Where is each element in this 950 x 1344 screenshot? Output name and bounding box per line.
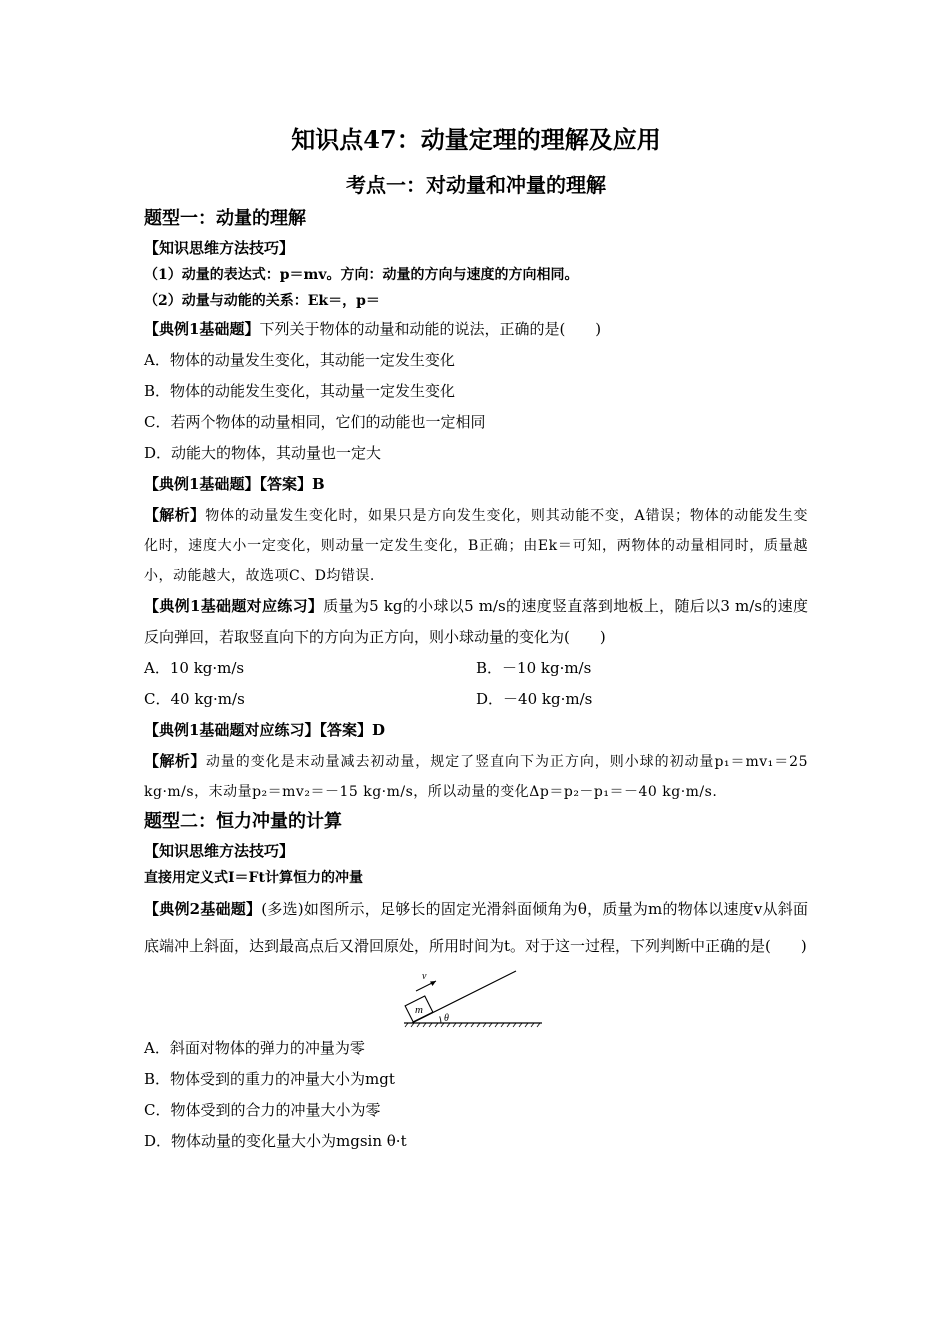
example2-option-a: A．斜面对物体的弹力的冲量为零 <box>144 1039 365 1057</box>
example1-explain-text: 物体的动量发生变化时，如果只是方向发生变化，则其动能不变，A错误；物体的动能发生变化时，速度大小一定变化，则动量一定发生变化，B正确；由Ek＝可知，两物体的动量相同时，质量越小，动能越大，故选项C、D均错误. <box>144 508 808 584</box>
practice1-explain-label: 【解析】 <box>144 752 206 770</box>
example1-option-c: C．若两个物体的动量相同，它们的动能也一定相同 <box>144 413 486 431</box>
example2-option-b: B．物体受到的重力的冲量大小为mgt <box>144 1070 395 1088</box>
practice1-stem: 质量为5 kg的小球以5 m/s的速度竖直落到地板上，随后以3 m/s的速度反向弹回，若取竖直向下的方向为正方向，则小球动量的变化为( ) <box>144 597 808 646</box>
velocity-label: v <box>422 971 427 982</box>
practice1-option-a: A．10 kg·m/s <box>144 659 245 677</box>
example1-answer-label: 【典例1基础题】【答案】 <box>144 475 312 493</box>
practice1-answer <box>144 715 808 746</box>
angle-label: θ <box>444 1013 449 1024</box>
practice1-explanation <box>144 746 808 807</box>
section-heading-1: 题型一：动量的理解 <box>144 208 306 229</box>
example1-answer <box>144 469 808 500</box>
page-title: 知识点47：动量定理的理解及应用 <box>291 125 661 154</box>
practice1-options-row-2 <box>144 684 808 715</box>
example2-label: 【典例2基础题】 <box>144 900 262 918</box>
incline-diagram <box>402 969 552 1031</box>
incline-figure <box>144 965 808 1033</box>
example1-question <box>144 314 808 345</box>
page-subtitle: 考点一：对动量和冲量的理解 <box>346 173 606 197</box>
tips-heading-2: 【知识思维方法技巧】 <box>144 842 295 860</box>
example1-option-b: B．物体的动能发生变化，其动量一定发生变化 <box>144 382 456 400</box>
practice1-answer-value: D <box>371 721 385 739</box>
document-content <box>144 122 808 1157</box>
practice1-option-d: D．－40 kg·m/s <box>476 690 593 708</box>
example1-explain-label: 【解析】 <box>144 506 206 524</box>
practice1-options-row-1 <box>144 653 808 684</box>
example1-answer-value: B <box>311 475 325 493</box>
practice1-label: 【典例1基础题对应练习】 <box>144 597 324 615</box>
practice1-option-c: C．40 kg·m/s <box>144 690 245 708</box>
practice1-answer-label: 【典例1基础题对应练习】【答案】 <box>144 721 372 739</box>
tip-momentum-expression: （1）动量的表达式：p＝mv。方向：动量的方向与速度的方向相同。 <box>144 267 579 283</box>
example1-explanation <box>144 500 808 591</box>
practice1-question <box>144 591 808 653</box>
example2-question <box>144 891 808 965</box>
example1-label: 【典例1基础题】 <box>144 320 260 338</box>
example1-option-d: D．动能大的物体，其动量也一定大 <box>144 444 382 462</box>
section-heading-2: 题型二：恒力冲量的计算 <box>144 811 342 832</box>
angle-arc <box>440 1016 441 1023</box>
practice1-option-b: B．－10 kg·m/s <box>476 659 592 677</box>
example2-option-d: D．物体动量的变化量大小为mgsin θ·t <box>144 1132 407 1150</box>
practice1-explain-text: 动量的变化是末动量减去初动量，规定了竖直向下为正方向，则小球的初动量p₁＝mv₁＝25 kg·m/s，末动量p₂＝mv₂＝－15 kg·m/s，所以动量的变化Δp＝p₂－p₁＝－40 kg·m/s. <box>144 754 808 800</box>
example1-stem: 下列关于物体的动量和动能的说法，正确的是( ) <box>259 320 602 338</box>
example2-stem: (多选)如图所示，足够长的固定光滑斜面倾角为θ，质量为m的物体以速度v从斜面底端冲上斜面，达到最高点后又滑回原处，所用时间为t。对于这一过程，下列判断中正确的是( ) <box>144 900 808 955</box>
mass-label: m <box>414 1003 423 1016</box>
example2-option-c: C．物体受到的合力的冲量大小为零 <box>144 1101 381 1119</box>
example1-option-a: A．物体的动量发生变化，其动能一定发生变化 <box>144 351 455 369</box>
tips-heading-1: 【知识思维方法技巧】 <box>144 239 295 257</box>
tip-momentum-energy-relation: （2）动量与动能的关系：Ek＝，p＝ <box>144 293 380 309</box>
tip-impulse-definition: 直接用定义式I＝Ft计算恒力的冲量 <box>144 870 363 886</box>
mass-block <box>405 996 433 1022</box>
